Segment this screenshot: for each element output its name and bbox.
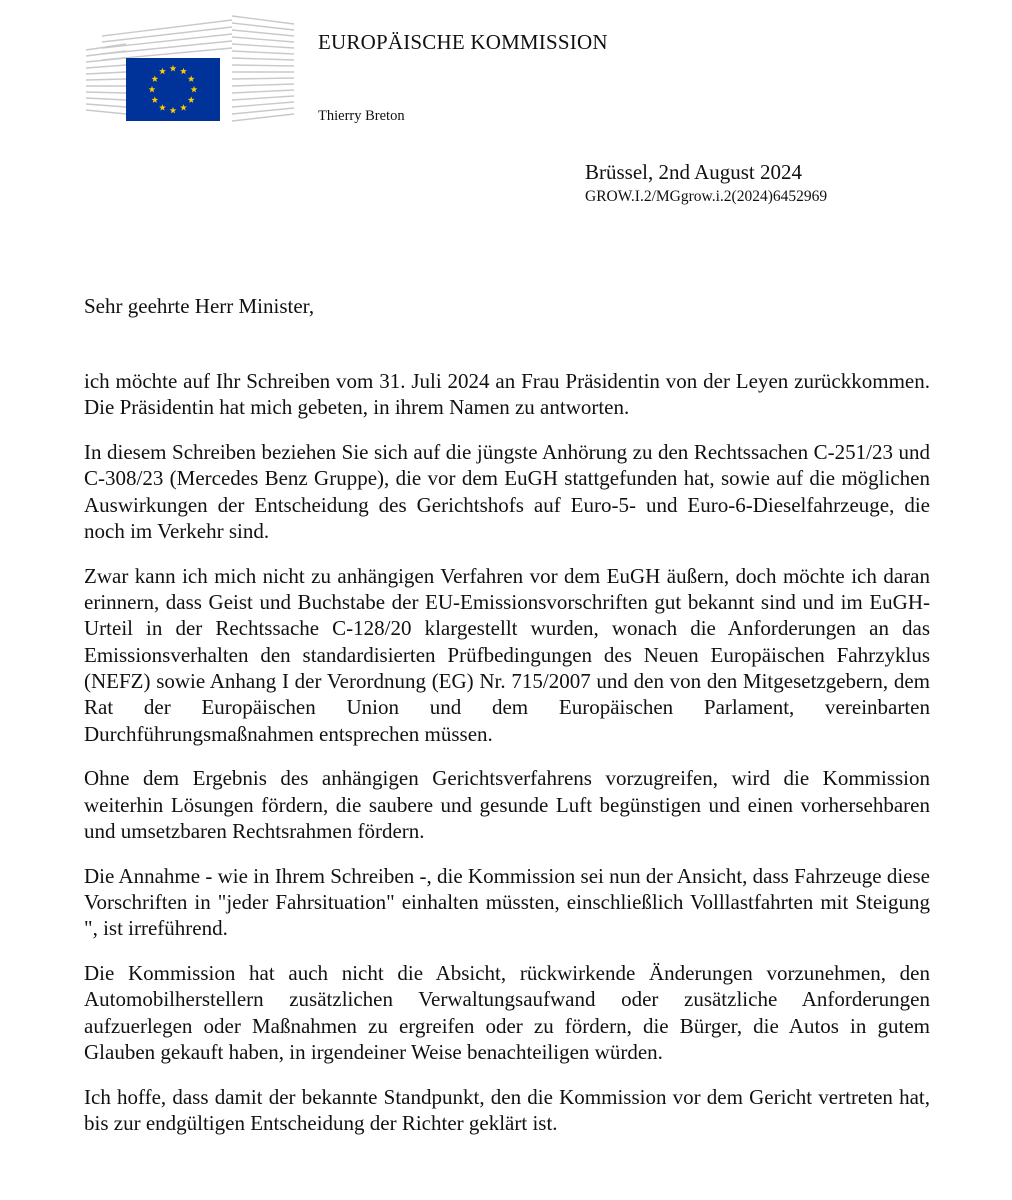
- eu-commission-logo-icon: [82, 14, 297, 126]
- paragraph: ich möchte auf Ihr Schreiben vom 31. Juli 2024 an Frau Präsidentin von der Leyen zurückkommen. Die Präsidentin hat mich gebeten, in ihrem Namen zu antworten.: [84, 369, 930, 420]
- organization-name: EUROPÄISCHE KOMMISSION: [318, 30, 608, 54]
- paragraph: Zwar kann ich mich nicht zu anhängigen Verfahren vor dem EuGH äußern, doch möchte ich daran erinnern, dass Geist und Buchstabe der EU-Emissionsvorschriften gut bekannt sind und im EuGH-Urteil in der Rechtssache C-128/20 klargestellt wurden, wonach die Anforderungen an das Emissionsverhalten den standardisierten Prüfbedingungen des Neuen Europäischen Fahrzyklus (NEFZ) sowie Anhang I der Verordnung (EG) Nr. 715/2007 und den von den Mitgesetzgebern, dem Rat der Europäischen Union und dem Europäischen Parlament, vereinbarten Durchführungsmaßnahmen entsprechen müssen.: [84, 563, 930, 746]
- paragraph: In diesem Schreiben beziehen Sie sich auf die jüngste Anhörung zu den Rechtssachen C-251/23 und C-308/23 (Mercedes Benz Gruppe), die vor dem EuGH stattgefunden hat, sowie auf die möglichen Auswirkungen der Entscheidung des Gerichtshofs auf Euro-5- und Euro-6-Dieselfahrzeuge, die noch im Verkehr sind.: [84, 440, 930, 543]
- signatory-name: Thierry Breton: [318, 108, 405, 124]
- reference-number: GROW.I.2/MGgrow.i.2(2024)6452969: [585, 188, 828, 205]
- paragraph: Die Kommission hat auch nicht die Absicht, rückwirkende Änderungen vorzunehmen, den Automobilherstellern zusätzlichen Verwaltungsaufwand oder zusätzliche Anforderungen aufzuerlegen oder Maßnahmen zu ergreifen oder zu fördern, die Bürger, die Autos in gutem Glauben gekauft haben, in irgendeiner Weise benachteiligen würden.: [84, 961, 930, 1065]
- paragraph: Ich hoffe, dass damit der bekannte Standpunkt, den die Kommission vor dem Gericht vertreten hat, bis zur endgültigen Entscheidung der Richter geklärt ist.: [84, 1084, 930, 1136]
- salutation: Sehr geehrte Herr Minister,: [84, 294, 315, 318]
- paragraph: Die Annahme - wie in Ihrem Schreiben -, die Kommission sei nun der Ansicht, dass Fahrzeuge diese Vorschriften in "jeder Fahrsituation" einhalten müssten, einschließlich Volllastfahrten mit Steigung ", ist irreführend.: [84, 863, 930, 941]
- paragraph: Ohne dem Ergebnis des anhängigen Gerichtsverfahrens vorzugreifen, wird die Kommission weiterhin Lösungen fördern, die saubere und gesunde Luft begünstigen und einen vorhersehbaren und umsetzbaren Rechtsrahmen fördern.: [84, 766, 930, 843]
- letter-body: [84, 368, 930, 1155]
- place-and-date: Brüssel, 2nd August 2024: [585, 160, 803, 184]
